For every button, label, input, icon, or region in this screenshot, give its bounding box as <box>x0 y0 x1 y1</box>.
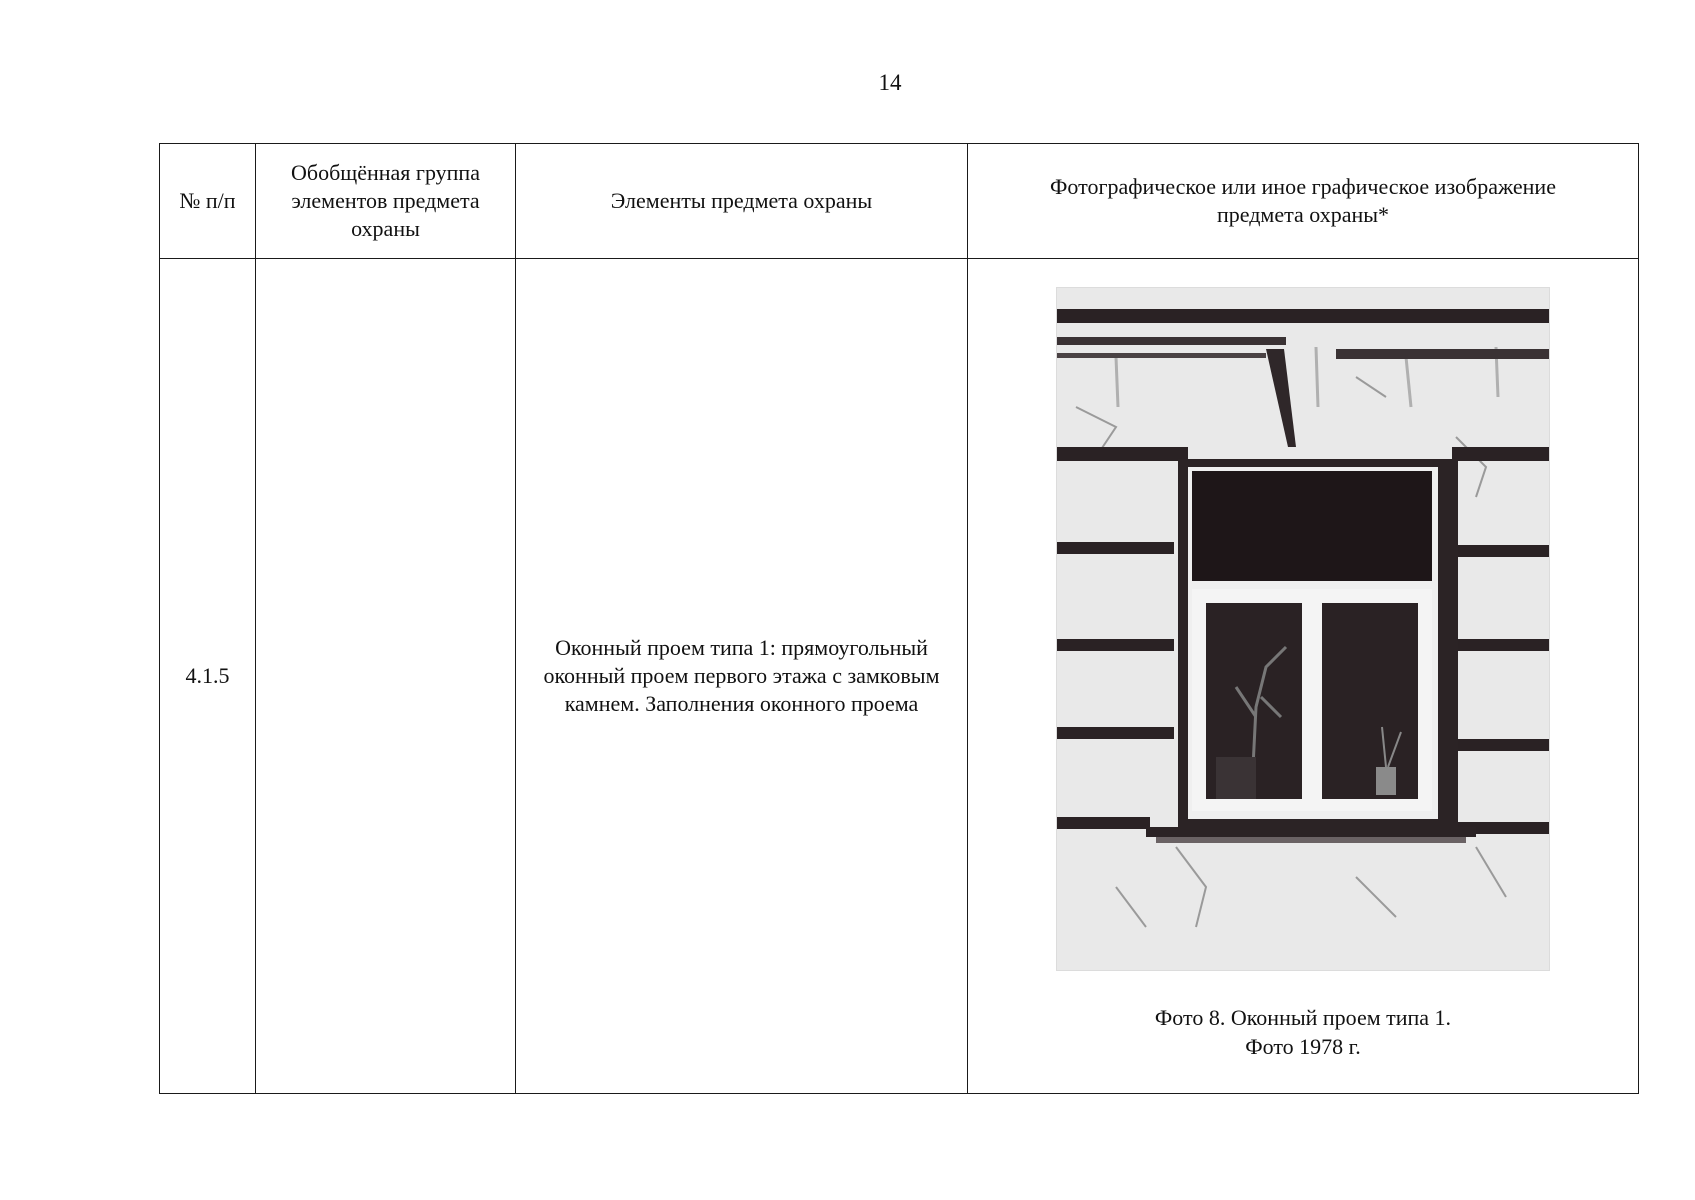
header-group: Обобщённая группа элементов предмета охраны <box>256 144 516 259</box>
photo-caption-line1: Фото 8. Оконный проем типа 1. <box>1154 1005 1452 1030</box>
row-photo-cell <box>968 259 1639 1094</box>
row-number: 4.1.5 <box>160 259 256 1094</box>
photo-caption-line2: Фото 1978 г. <box>1245 1033 1361 1059</box>
header-image: Фотографическое или иное графическое изображение предмета охраны* <box>968 144 1639 259</box>
row-group <box>256 259 516 1094</box>
header-number: № п/п <box>160 144 256 259</box>
page-number: 14 <box>878 70 902 95</box>
table-header-row <box>160 144 1639 259</box>
photo-caption <box>968 1004 1638 1061</box>
protection-items-table <box>159 143 1639 1094</box>
header-elements: Элементы предмета охраны <box>516 144 968 259</box>
row-elements: Оконный проем типа 1: прямоугольный оконный проем первого этажа с замковым камнем. Заполнения оконного проема <box>516 259 968 1094</box>
table-row <box>160 259 1639 1094</box>
window-photo <box>1056 287 1550 971</box>
